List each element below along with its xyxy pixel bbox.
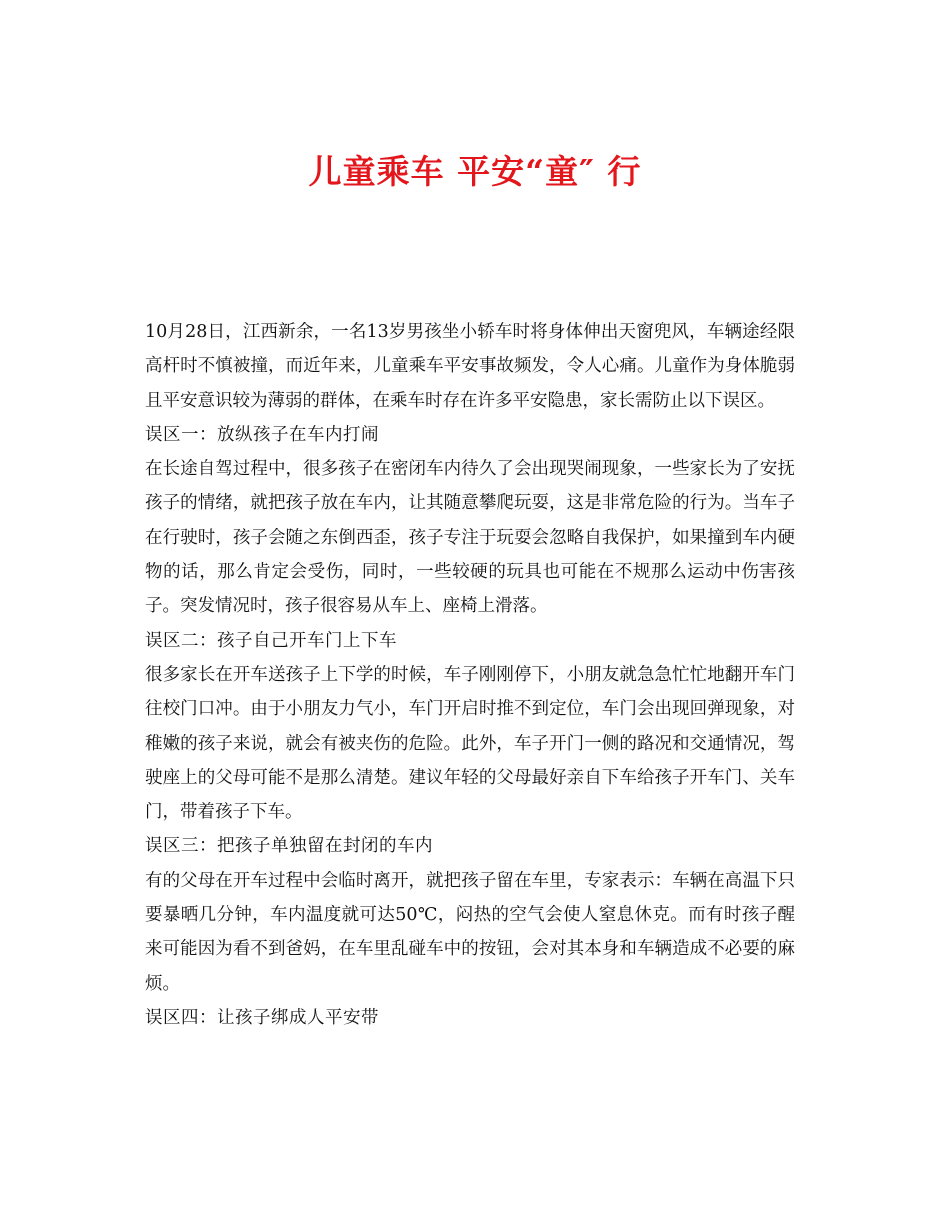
section-body-1: 在长途自驾过程中，很多孩子在密闭车内待久了会出现哭闹现象，一些家长为了安抚孩子的情绪，就把孩子放在车内，让其随意攀爬玩耍，这是非常危险的行为。当车子在行驶时，孩子会随之东倒西歪，孩子专注于玩耍会忽略自我保护，如果撞到车内硬物的话，那么肯定会受伤，同时，一些较硬的玩具也可能在不规那么运动中伤害孩子。突发情况时，孩子很容易从车上、座椅上滑落。 xyxy=(145,459,795,617)
document-body xyxy=(145,315,795,1035)
section-heading-4: 误区四：让孩子绑成人平安带 xyxy=(145,1007,379,1028)
section-heading-2: 误区二：孩子自己开车门上下车 xyxy=(145,630,397,651)
intro-paragraph: 10月28日，江西新余，一名13岁男孩坐小轿车时将身体伸出天窗兜风，车辆途经限高杆时不慎被撞，而近年来，儿童乘车平安事故频发，令人心痛。儿童作为身体脆弱且平安意识较为薄弱的群体，在乘车时存在许多平安隐患，家长需防止以下误区。 xyxy=(145,322,795,411)
section-body-3: 有的父母在开车过程中会临时离开，就把孩子留在车里，专家表示：车辆在高温下只要暴晒几分钟，车内温度就可达50℃，闷热的空气会使人窒息休克。而有时孩子醒来可能因为看不到爸妈，在车里乱碰车中的按钮，会对其本身和车辆造成不必要的麻烦。 xyxy=(145,870,795,994)
section-heading-3: 误区三：把孩子单独留在封闭的车内 xyxy=(145,836,433,857)
section-heading-1: 误区一：放纵孩子在车内打闹 xyxy=(145,424,379,445)
section-body-2: 很多家长在开车送孩子上下学的时候，车子刚刚停下，小朋友就急急忙忙地翻开车门往校门口冲。由于小朋友力气小，车门开启时推不到定位，车门会出现回弹现象，对稚嫩的孩子来说，就会有被夹伤的危险。此外，车子开门一侧的路况和交通情况，驾驶座上的父母可能不是那么清楚。建议年轻的父母最好亲自下车给孩子开车门、关车门，带着孩子下车。 xyxy=(145,664,795,823)
document-title: 儿童乘车 平安“童″ 行 xyxy=(308,152,642,192)
